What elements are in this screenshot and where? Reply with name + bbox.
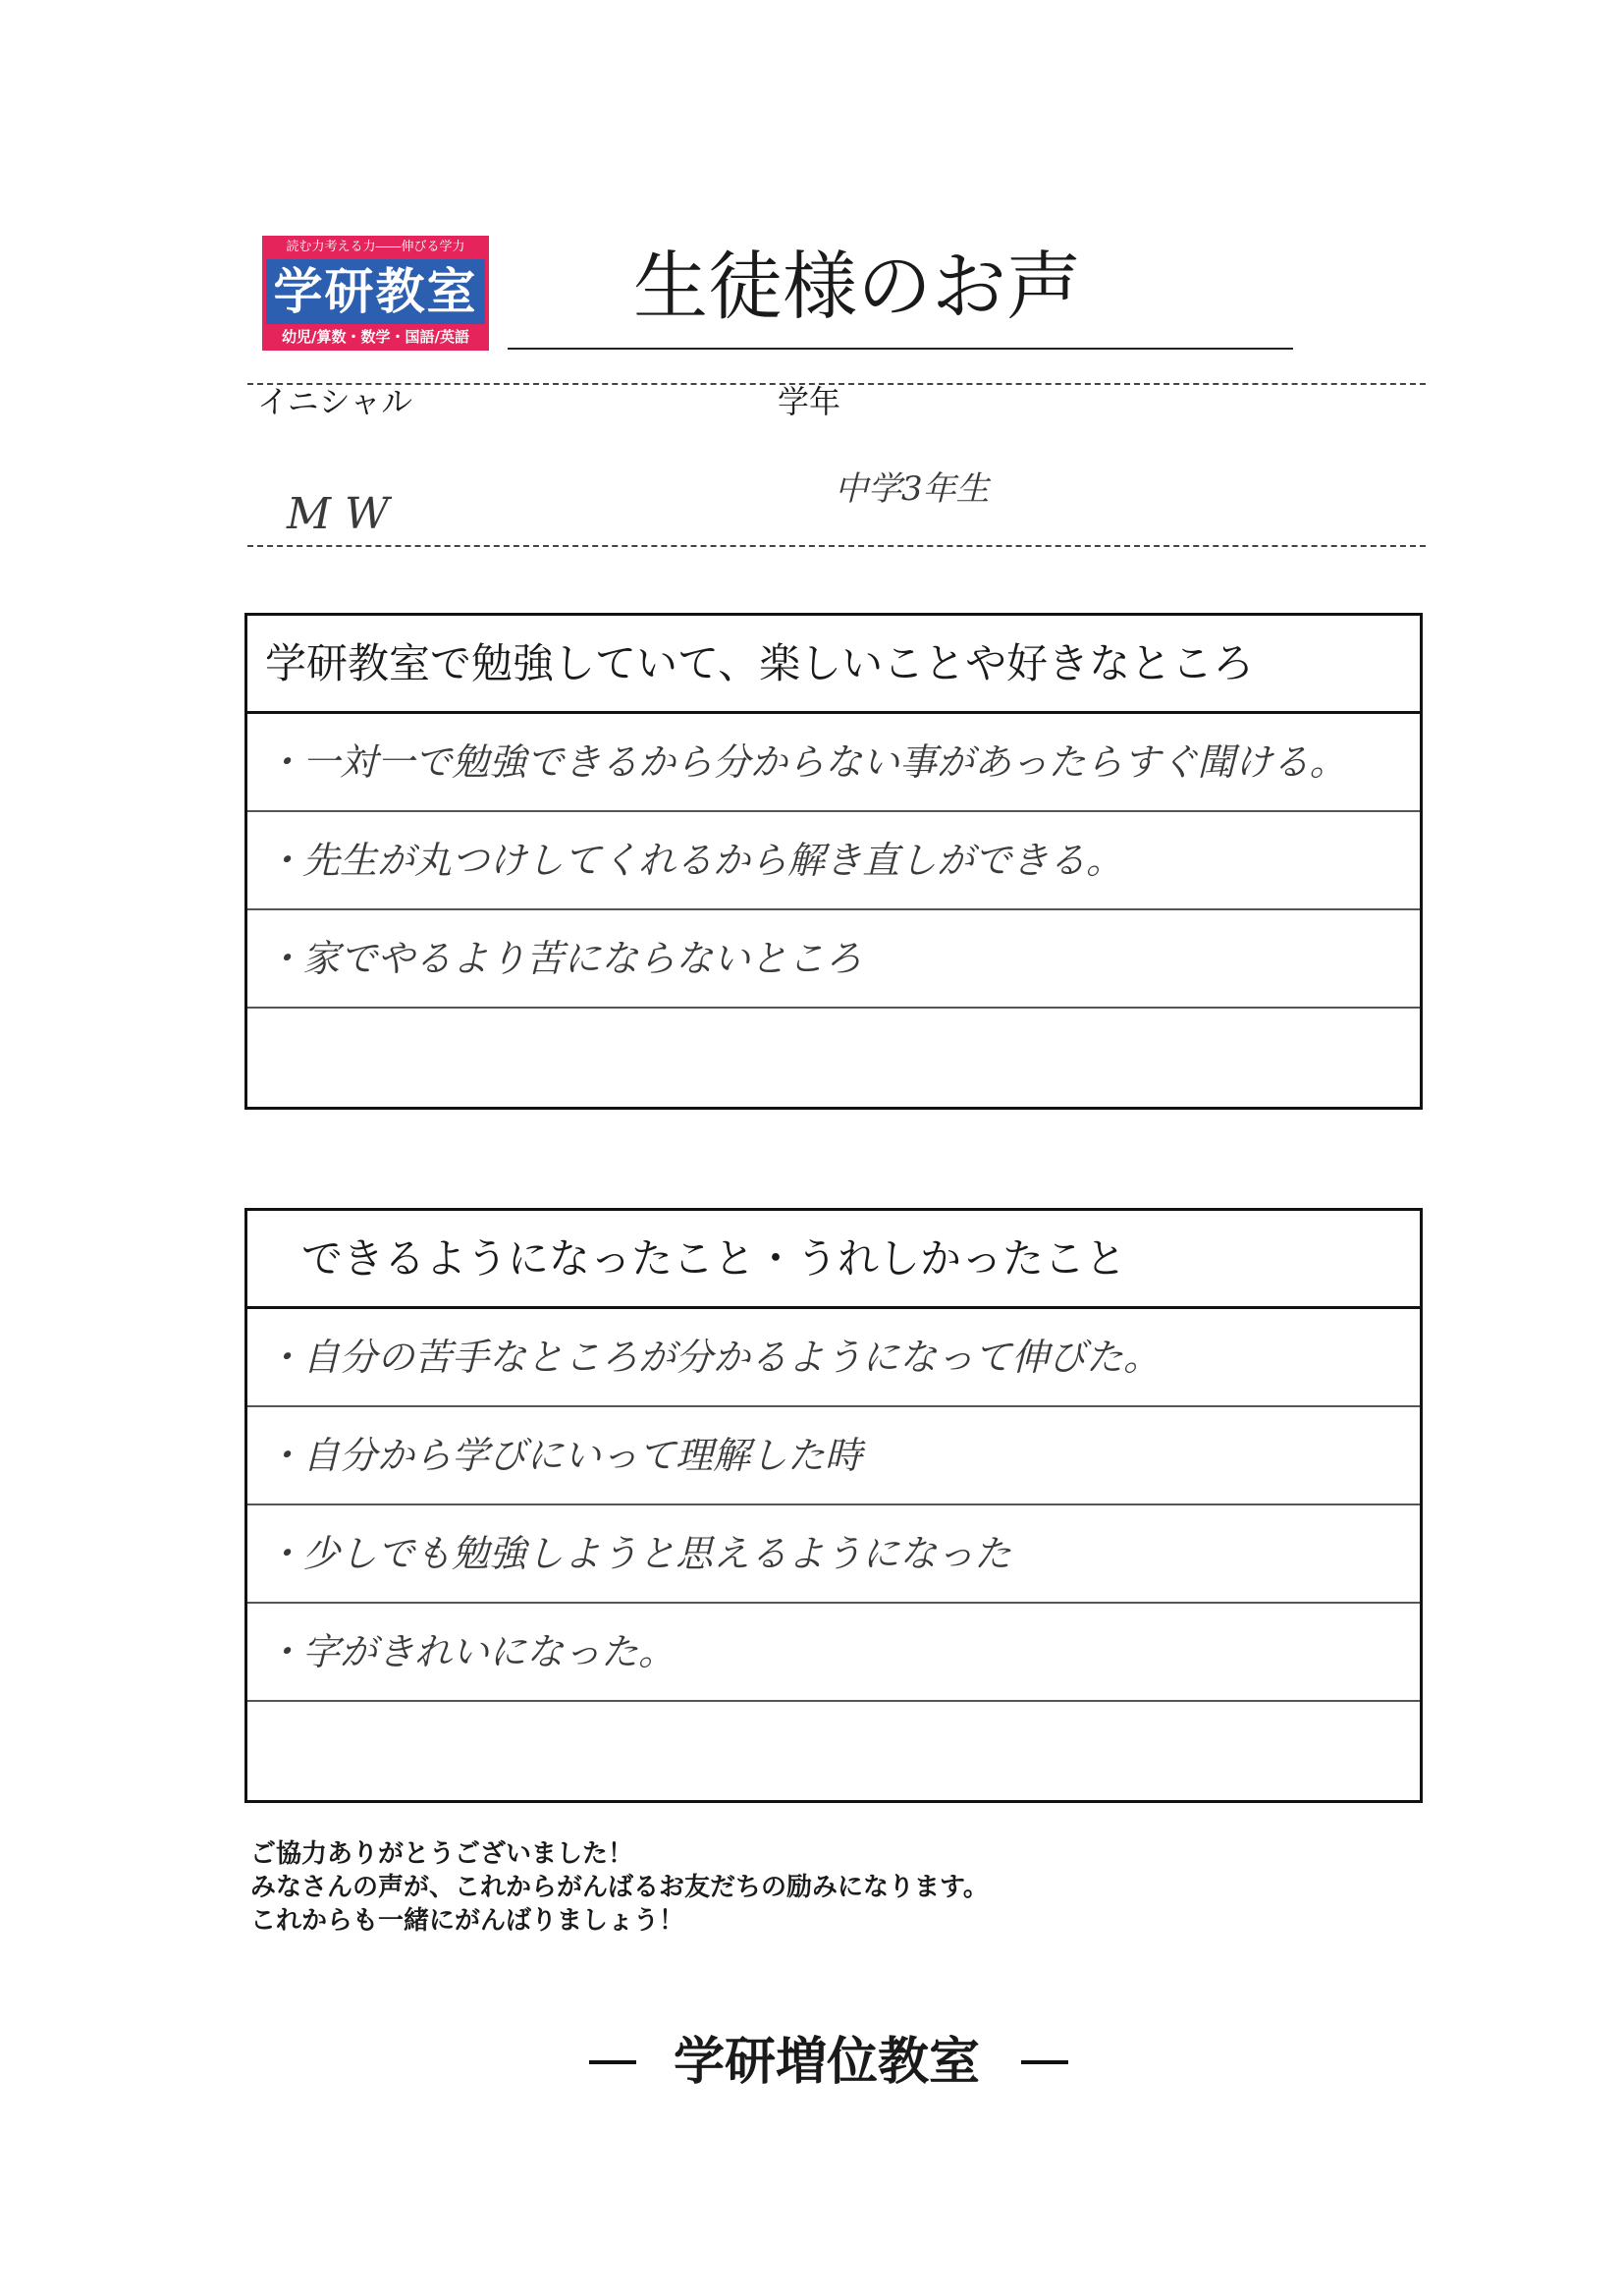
enjoy-answer-row: ・先生が丸つけしてくれるから解き直しができる。: [247, 812, 1420, 910]
grade-value: 中学3年生: [835, 469, 990, 509]
classroom-dash-left: [589, 2060, 636, 2064]
logo-tagline: 読む力考える力――伸びる学力: [286, 240, 465, 254]
growth-answer-row: ・自分から学びにいって理解した時: [247, 1407, 1420, 1505]
divider-bottom: [247, 545, 1426, 547]
classroom-dash-right: [1021, 2060, 1068, 2064]
closing-line: これからも一緒にがんばりましょう！: [250, 1906, 685, 1936]
growth-heading: できるようになったこと・うれしかったこと: [247, 1211, 1420, 1309]
enjoy-answer-row-empty: [247, 1009, 1420, 1107]
initial-label: イニシャル: [257, 383, 413, 420]
gakken-logo: [262, 236, 489, 351]
grade-label: 学年: [778, 383, 841, 420]
growth-answer-row-empty: [247, 1702, 1420, 1800]
enjoy-answer-row: ・家でやるより苦にならないところ: [247, 910, 1420, 1009]
closing-line: みなさんの声が、これからがんばるお友だちの励みになります。: [250, 1873, 989, 1902]
enjoy-answer-row: ・一対一で勉強できるから分からない事があったらすぐ聞ける。: [247, 714, 1420, 812]
growth-answer-row: ・少しでも勉強しようと思えるようになった: [247, 1505, 1420, 1604]
classroom-name: 学研増位教室: [674, 2033, 981, 2092]
growth-answer-row: ・自分の苦手なところが分かるようになって伸びた。: [247, 1309, 1420, 1407]
logo-subjects: 幼児/算数・数学・国語/英語: [282, 328, 469, 346]
title-underline: [508, 348, 1293, 350]
closing-line: ご協力ありがとうございました！: [250, 1839, 634, 1869]
initial-value: M W: [287, 489, 390, 539]
logo-name: 学研教室: [266, 259, 485, 324]
enjoy-section: [244, 613, 1423, 1110]
enjoy-heading: 学研教室で勉強していて、楽しいことや好きなところ: [247, 616, 1420, 714]
page-title: 生徒様のお声: [633, 243, 1081, 330]
growth-answer-row: ・字がきれいになった。: [247, 1604, 1420, 1702]
growth-section: [244, 1208, 1423, 1803]
